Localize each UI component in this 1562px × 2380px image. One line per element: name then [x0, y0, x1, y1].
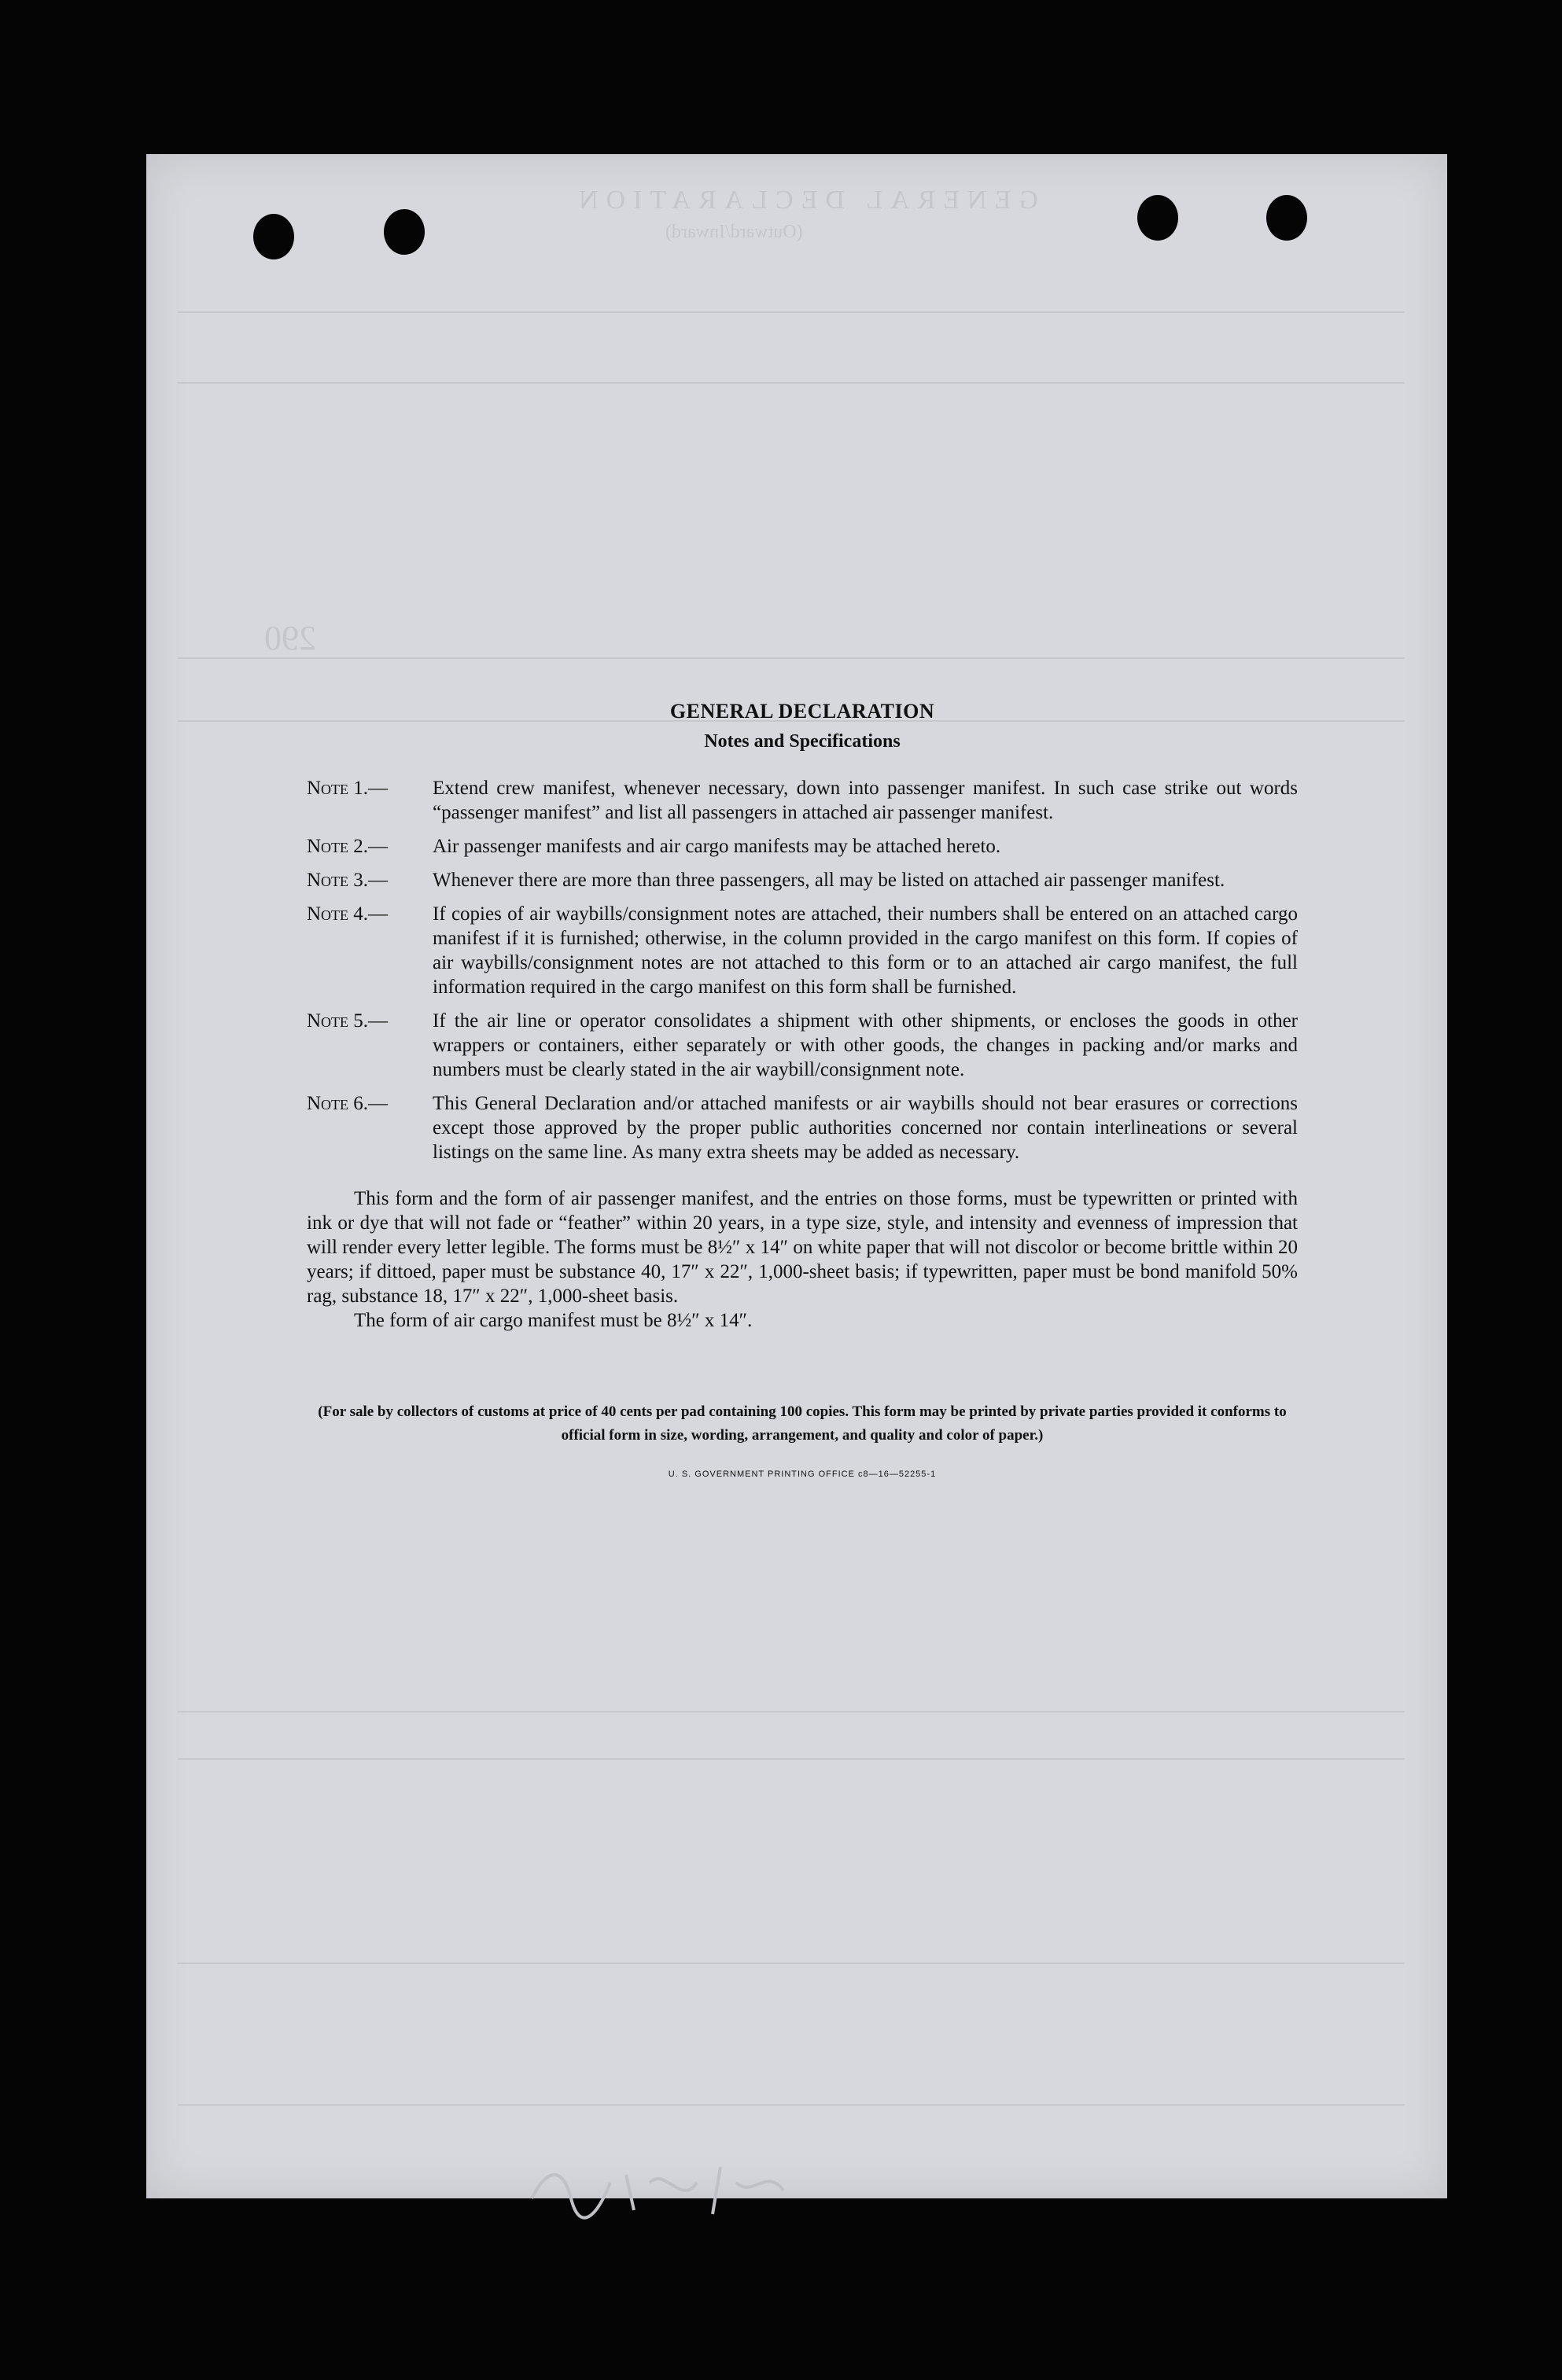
note-label: Note 1.—	[307, 778, 389, 799]
note-label: Note 6.—	[307, 1093, 389, 1114]
punch-hole-right-1	[1137, 195, 1178, 241]
bleed-line	[178, 657, 1405, 659]
bleed-line	[178, 1962, 1405, 1964]
bleed-line	[178, 1758, 1405, 1760]
punch-hole-left-1	[253, 214, 294, 259]
punch-hole-left-2	[384, 209, 425, 255]
bleed-through-title: GENERAL DECLARATION	[571, 186, 1038, 215]
bleed-line	[178, 2104, 1405, 2106]
cargo-manifest-size-line: The form of air cargo manifest must be 8½″ x 14″.	[354, 1310, 753, 1331]
note-label: Note 4.—	[307, 903, 389, 925]
bleed-line	[178, 382, 1405, 384]
bleed-through-number: 290	[264, 619, 316, 657]
printer-imprint: U. S. GOVERNMENT PRINTING OFFICE c8—16—52255-1	[668, 1470, 937, 1479]
bleed-through-subtitle: (Outward/Inward)	[665, 222, 803, 242]
sale-notice: (For sale by collectors of customs at price of 40 cents per pad containing 100 copies. This form may be printed by private parties provided it conforms to official form in size, wording, arrangement, and quality and color of paper.)	[318, 1403, 1287, 1444]
note-label: Note 2.—	[307, 836, 389, 857]
note-text: Extend crew manifest, whenever necessary, down into passenger manifest. In such case strike out words “passenger manifest” and list all passengers in attached air passenger manifest.	[433, 778, 1298, 823]
note-1	[307, 776, 1298, 825]
note-5	[307, 1009, 1298, 1082]
note-text: This General Declaration and/or attached manifests or air waybills should not bear erasures or corrections except those approved by the proper public authorities concerned nor contain interlineations or several listings on the same line. As many extra sheets may be added as necessary.	[433, 1093, 1298, 1163]
note-4	[307, 902, 1298, 999]
note-text: If the air line or operator consolidates a shipment with other shipments, or encloses the goods in other wrappers or containers, either separately or with other goods, the changes in packing and/or marks and numbers must be clearly stated in the air waybill/consignment note.	[433, 1010, 1298, 1080]
note-2	[307, 834, 1298, 859]
page-subtitle: Notes and Specifications	[704, 731, 901, 752]
note-text: Whenever there are more than three passengers, all may be listed on attached air passenger manifest.	[433, 870, 1225, 891]
note-6	[307, 1091, 1298, 1164]
specification-paragraph: This form and the form of air passenger manifest, and the entries on those forms, must be typewritten or printed with ink or dye that will not fade or “feather” within 20 years, in a type size, style, and intensity and evenness of impression that will render every letter legible. The forms must be 8½″ x 14″ on white paper that will not discolor or become brittle within 20 years; if dittoed, paper must be substance 40, 17″ x 22″, 1,000-sheet basis; if typewritten, paper must be bond manifold 50% rag, substance 18, 17″ x 22″, 1,000-sheet basis.	[307, 1188, 1298, 1307]
bleed-line	[178, 311, 1405, 313]
note-3	[307, 868, 1298, 892]
page-title: GENERAL DECLARATION	[669, 700, 935, 723]
note-text: If copies of air waybills/consignment notes are attached, their numbers shall be entered on an attached cargo manifest if it is furnished; otherwise, in the column provided in the cargo manifest on this form. If copies of air waybills/consignment notes are not attached to this form or to an attached air cargo manifest, the full information required in the cargo manifest on this form shall be furnished.	[433, 903, 1298, 998]
note-text: Air passenger manifests and air cargo manifests may be attached hereto.	[433, 836, 1001, 857]
note-label: Note 5.—	[307, 1010, 389, 1032]
note-label: Note 3.—	[307, 870, 389, 891]
declaration-content	[307, 700, 1298, 1479]
punch-hole-right-2	[1266, 195, 1307, 241]
signature-bleed-through	[516, 2135, 846, 2230]
bleed-line	[178, 1711, 1405, 1712]
